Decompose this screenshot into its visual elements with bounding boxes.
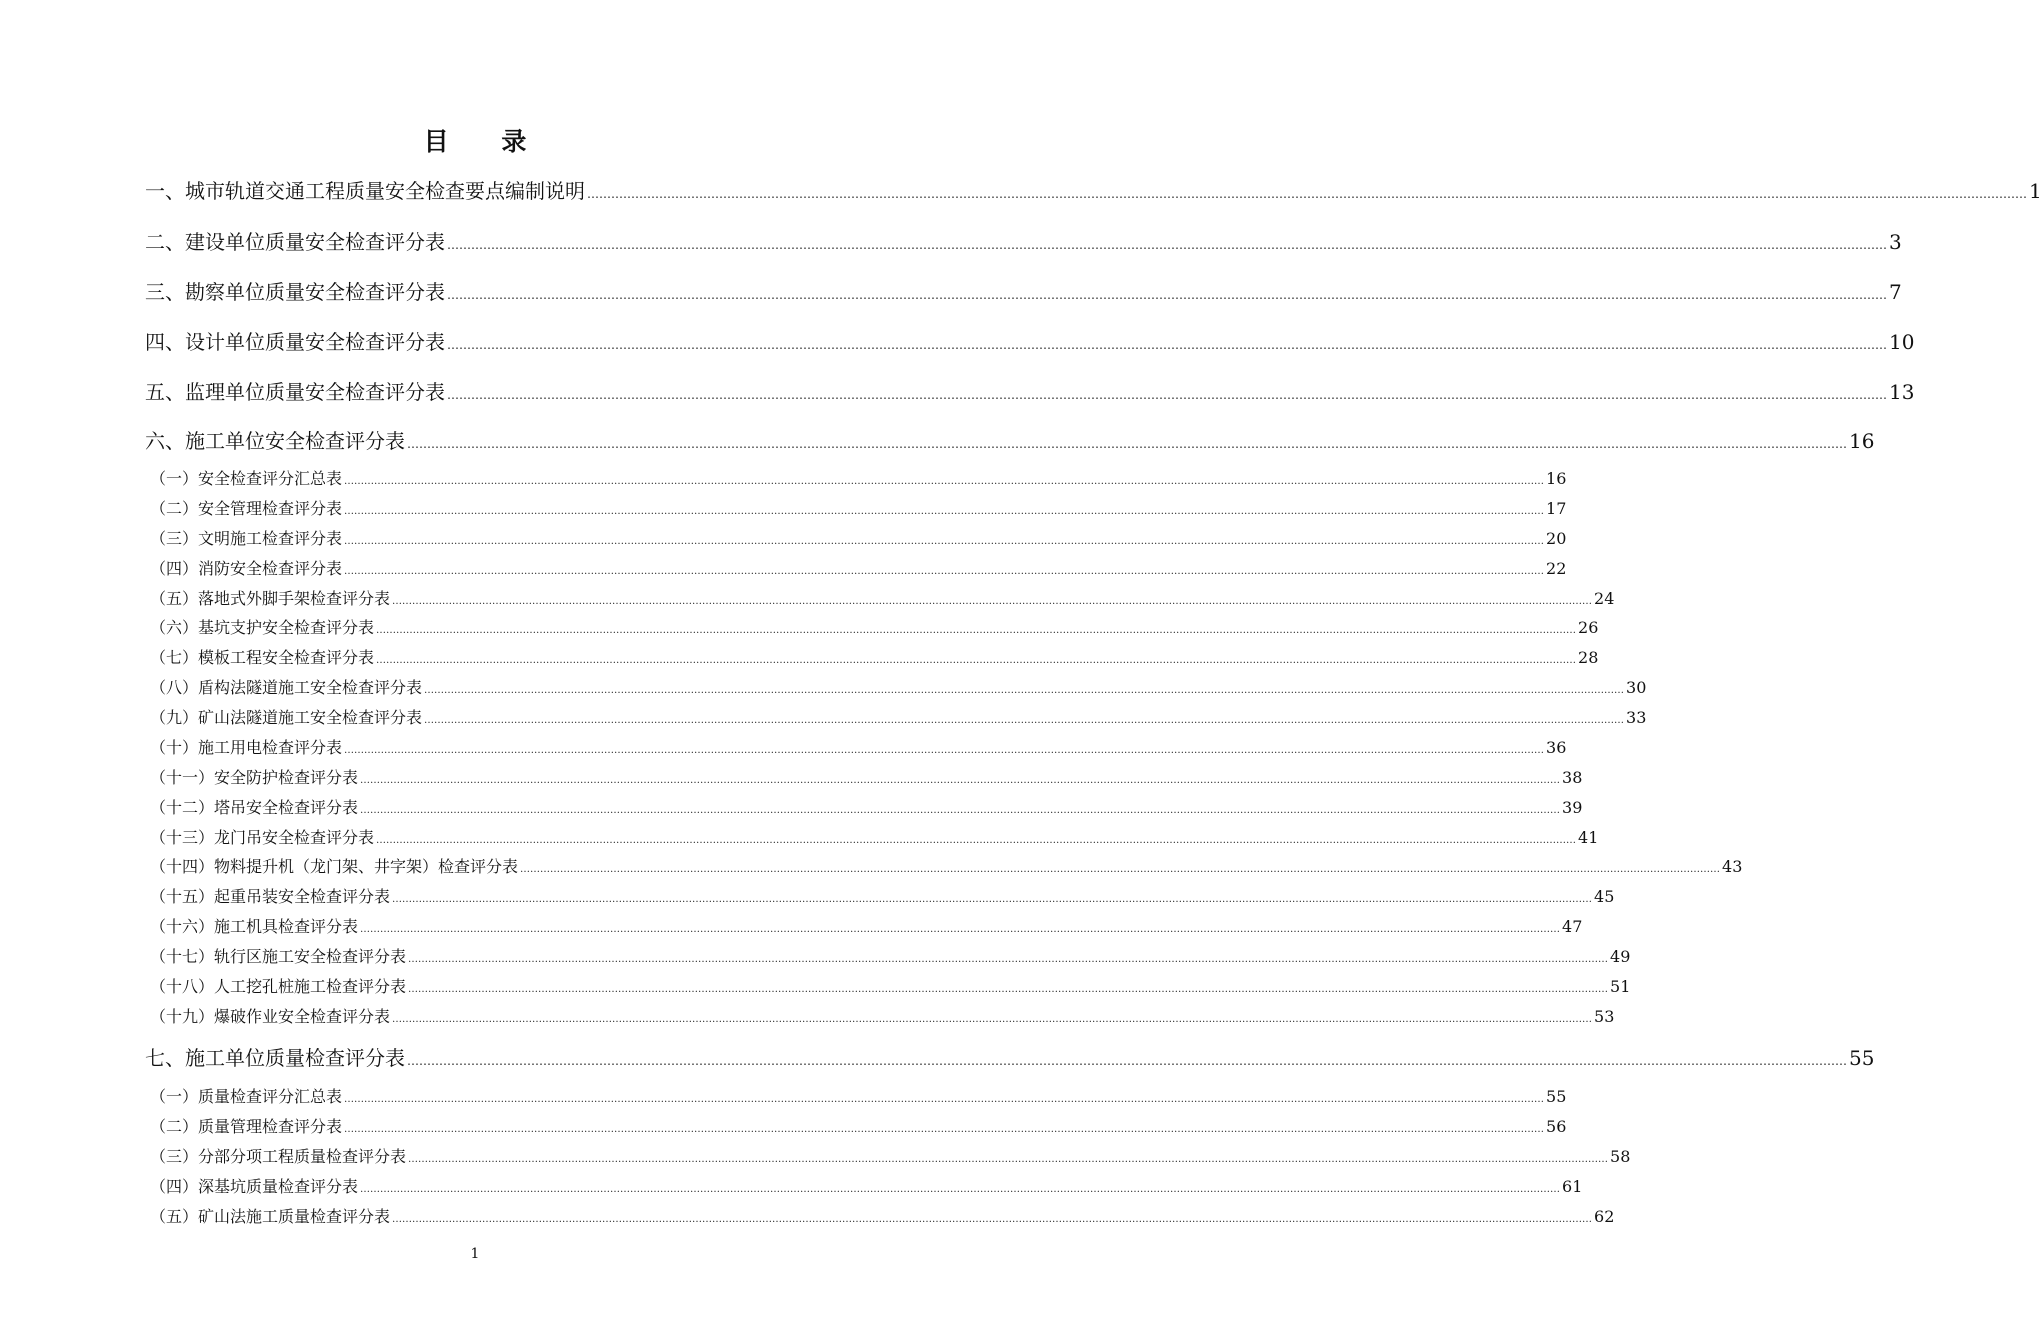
toc-dot-leader: ……………………………………………………………………………………………………………………………………………………………………………………………………………………………………………………………………………………………………………………………… xyxy=(376,625,1577,636)
toc-dot-leader: ……………………………………………………………………………………………………………………………………………………………………………………………………………………………………………………………………………………………………………………………… xyxy=(344,566,1545,577)
toc-entry-label: 七、施工单位质量检查评分表 xyxy=(145,1046,405,1070)
toc-dot-leader: ……………………………………………………………………………………………………………………………………………………………………………………………………………………………………………………………………………………………………………………………… xyxy=(587,187,2027,201)
toc-subsection-entry[interactable] xyxy=(150,974,1631,998)
toc-entry-label: （一）质量检查评分汇总表 xyxy=(150,1087,343,1106)
toc-entry-page-number: 36 xyxy=(1546,738,1567,757)
toc-subsection-entry[interactable] xyxy=(150,884,1615,908)
toc-entry-page-number: 56 xyxy=(1546,1117,1567,1136)
toc-entry-label: 二、建设单位质量安全检查评分表 xyxy=(145,230,445,254)
toc-entry-page-number: 1 xyxy=(2029,179,2042,203)
toc-section-entry[interactable] xyxy=(145,175,2042,203)
toc-dot-leader: ……………………………………………………………………………………………………………………………………………………………………………………………………………………………………………………………………………………………………………………………… xyxy=(344,745,1545,756)
toc-entry-page-number: 26 xyxy=(1578,618,1599,637)
toc-dot-leader: ……………………………………………………………………………………………………………………………………………………………………………………………………………………………………………………………………………………………………………………………… xyxy=(392,1014,1593,1025)
toc-entry-page-number: 53 xyxy=(1594,1007,1615,1026)
toc-entry-page-number: 10 xyxy=(1889,330,1915,354)
toc-entry-label: （一）安全检查评分汇总表 xyxy=(150,469,343,488)
toc-dot-leader: ……………………………………………………………………………………………………………………………………………………………………………………………………………………………………………………………………………………………………………………………… xyxy=(392,596,1593,607)
toc-subsection-entry[interactable] xyxy=(150,586,1615,610)
toc-entry-page-number: 13 xyxy=(1889,380,1915,404)
toc-dot-leader: ……………………………………………………………………………………………………………………………………………………………………………………………………………………………………………………………………………………………………………………………… xyxy=(360,924,1561,935)
toc-entry-page-number: 62 xyxy=(1594,1207,1615,1226)
toc-entry-page-number: 33 xyxy=(1626,708,1647,727)
toc-subsection-entry[interactable] xyxy=(150,765,1583,789)
toc-dot-leader: ……………………………………………………………………………………………………………………………………………………………………………………………………………………………………………………………………………………………………………………………… xyxy=(447,388,1887,402)
toc-entry-label: （十八）人工挖孔桩施工检查评分表 xyxy=(150,977,407,996)
toc-entry-page-number: 16 xyxy=(1546,469,1567,488)
toc-entry-page-number: 38 xyxy=(1562,768,1583,787)
toc-subsection-entry[interactable] xyxy=(150,795,1583,819)
toc-dot-leader: ……………………………………………………………………………………………………………………………………………………………………………………………………………………………………………………………………………………………………………………………… xyxy=(392,894,1593,905)
toc-entry-page-number: 45 xyxy=(1594,887,1615,906)
toc-entry-label: （十二）塔吊安全检查评分表 xyxy=(150,798,359,817)
toc-subsection-entry[interactable] xyxy=(150,1174,1583,1198)
toc-entry-label: （六）基坑支护安全检查评分表 xyxy=(150,618,375,637)
toc-entry-page-number: 58 xyxy=(1610,1147,1631,1166)
toc-subsection-entry[interactable] xyxy=(150,914,1583,938)
toc-section-entry[interactable] xyxy=(145,425,1875,453)
toc-entry-label: （十一）安全防护检查评分表 xyxy=(150,768,359,787)
toc-dot-leader: ……………………………………………………………………………………………………………………………………………………………………………………………………………………………………………………………………………………………………………………………… xyxy=(344,506,1545,517)
toc-entry-page-number: 17 xyxy=(1546,499,1567,518)
toc-subsection-entry[interactable] xyxy=(150,675,1647,699)
toc-subsection-entry[interactable] xyxy=(150,526,1567,550)
toc-entry-page-number: 55 xyxy=(1546,1087,1567,1106)
toc-dot-leader: ……………………………………………………………………………………………………………………………………………………………………………………………………………………………………………………………………………………………………………………………… xyxy=(344,536,1545,547)
page-number-footer: 1 xyxy=(470,1246,480,1262)
toc-subsection-entry[interactable] xyxy=(150,1204,1615,1228)
toc-section-entry[interactable] xyxy=(145,226,1902,254)
toc-entry-label: （十三）龙门吊安全检查评分表 xyxy=(150,828,375,847)
toc-entry-label: 一、城市轨道交通工程质量安全检查要点编制说明 xyxy=(145,179,585,203)
toc-subsection-entry[interactable] xyxy=(150,825,1599,849)
toc-entry-label: （七）模板工程安全检查评分表 xyxy=(150,648,375,667)
toc-entry-page-number: 51 xyxy=(1610,977,1631,996)
toc-entry-label: （十五）起重吊装安全检查评分表 xyxy=(150,887,391,906)
toc-entry-label: （二）质量管理检查评分表 xyxy=(150,1117,343,1136)
toc-entry-page-number: 3 xyxy=(1889,230,1902,254)
toc-entry-page-number: 7 xyxy=(1889,280,1902,304)
toc-dot-leader: ……………………………………………………………………………………………………………………………………………………………………………………………………………………………………………………………………………………………………………………………… xyxy=(424,715,1625,726)
toc-entry-page-number: 61 xyxy=(1562,1177,1583,1196)
toc-entry-label: （三）文明施工检查评分表 xyxy=(150,529,343,548)
toc-subsection-entry[interactable] xyxy=(150,1114,1567,1138)
toc-entry-label: （八）盾构法隧道施工安全检查评分表 xyxy=(150,678,423,697)
toc-entry-label: 四、设计单位质量安全检查评分表 xyxy=(145,330,445,354)
toc-dot-leader: ……………………………………………………………………………………………………………………………………………………………………………………………………………………………………………………………………………………………………………………………… xyxy=(407,437,1847,451)
toc-dot-leader: ……………………………………………………………………………………………………………………………………………………………………………………………………………………………………………………………………………………………………………………………… xyxy=(520,864,1721,875)
toc-entry-page-number: 30 xyxy=(1626,678,1647,697)
toc-subsection-entry[interactable] xyxy=(150,496,1567,520)
toc-entry-label: 六、施工单位安全检查评分表 xyxy=(145,429,405,453)
toc-entry-label: （九）矿山法隧道施工安全检查评分表 xyxy=(150,708,423,727)
toc-dot-leader: ……………………………………………………………………………………………………………………………………………………………………………………………………………………………………………………………………………………………………………………………… xyxy=(408,954,1609,965)
toc-entry-label: （十六）施工机具检查评分表 xyxy=(150,917,359,936)
toc-entry-label: （二）安全管理检查评分表 xyxy=(150,499,343,518)
toc-section-entry[interactable] xyxy=(145,1042,1875,1070)
toc-dot-leader: ……………………………………………………………………………………………………………………………………………………………………………………………………………………………………………………………………………………………………………………………… xyxy=(447,238,1887,252)
toc-subsection-entry[interactable] xyxy=(150,735,1567,759)
page-title: 目 录 xyxy=(423,127,549,156)
toc-subsection-entry[interactable] xyxy=(150,944,1631,968)
toc-dot-leader: ……………………………………………………………………………………………………………………………………………………………………………………………………………………………………………………………………………………………………………………………… xyxy=(424,685,1625,696)
toc-entry-page-number: 24 xyxy=(1594,589,1615,608)
toc-entry-label: （三）分部分项工程质量检查评分表 xyxy=(150,1147,407,1166)
toc-dot-leader: ……………………………………………………………………………………………………………………………………………………………………………………………………………………………………………………………………………………………………………………………… xyxy=(344,476,1545,487)
toc-dot-leader: ……………………………………………………………………………………………………………………………………………………………………………………………………………………………………………………………………………………………………………………………… xyxy=(360,1184,1561,1195)
toc-entry-page-number: 16 xyxy=(1849,429,1875,453)
toc-entry-label: （四）深基坑质量检查评分表 xyxy=(150,1177,359,1196)
toc-entry-label: （十）施工用电检查评分表 xyxy=(150,738,343,757)
toc-dot-leader: ……………………………………………………………………………………………………………………………………………………………………………………………………………………………………………………………………………………………………………………………… xyxy=(344,1124,1545,1135)
toc-entry-label: （十七）轨行区施工安全检查评分表 xyxy=(150,947,407,966)
toc-subsection-entry[interactable] xyxy=(150,1004,1615,1028)
toc-entry-page-number: 49 xyxy=(1610,947,1631,966)
toc-entry-page-number: 43 xyxy=(1722,857,1743,876)
toc-dot-leader: ……………………………………………………………………………………………………………………………………………………………………………………………………………………………………………………………………………………………………………………………… xyxy=(360,805,1561,816)
toc-section-entry[interactable] xyxy=(145,276,1902,304)
toc-entry-label: 三、勘察单位质量安全检查评分表 xyxy=(145,280,445,304)
toc-dot-leader: ……………………………………………………………………………………………………………………………………………………………………………………………………………………………………………………………………………………………………………………………… xyxy=(392,1214,1593,1225)
toc-subsection-entry[interactable] xyxy=(150,1084,1567,1108)
toc-section-entry[interactable] xyxy=(145,326,1915,354)
toc-subsection-entry[interactable] xyxy=(150,466,1567,490)
toc-entry-page-number: 20 xyxy=(1546,529,1567,548)
toc-entry-label: （五）矿山法施工质量检查评分表 xyxy=(150,1207,391,1226)
toc-dot-leader: ……………………………………………………………………………………………………………………………………………………………………………………………………………………………………………………………………………………………………………………………… xyxy=(408,1154,1609,1165)
toc-section-entry[interactable] xyxy=(145,376,1915,404)
toc-entry-page-number: 47 xyxy=(1562,917,1583,936)
toc-entry-page-number: 22 xyxy=(1546,559,1567,578)
toc-entry-label: （四）消防安全检查评分表 xyxy=(150,559,343,578)
toc-entry-label: （五）落地式外脚手架检查评分表 xyxy=(150,589,391,608)
toc-subsection-entry[interactable] xyxy=(150,645,1599,669)
toc-subsection-entry[interactable] xyxy=(150,854,1743,878)
toc-dot-leader: ……………………………………………………………………………………………………………………………………………………………………………………………………………………………………………………………………………………………………………………………… xyxy=(447,288,1887,302)
toc-subsection-entry[interactable] xyxy=(150,556,1567,580)
toc-subsection-entry[interactable] xyxy=(150,615,1599,639)
toc-dot-leader: ……………………………………………………………………………………………………………………………………………………………………………………………………………………………………………………………………………………………………………………………… xyxy=(376,835,1577,846)
toc-entry-page-number: 41 xyxy=(1578,828,1599,847)
toc-dot-leader: ……………………………………………………………………………………………………………………………………………………………………………………………………………………………………………………………………………………………………………………………… xyxy=(447,338,1887,352)
toc-dot-leader: ……………………………………………………………………………………………………………………………………………………………………………………………………………………………………………………………………………………………………………………………… xyxy=(407,1054,1847,1068)
toc-dot-leader: ……………………………………………………………………………………………………………………………………………………………………………………………………………………………………………………………………………………………………………………………… xyxy=(408,984,1609,995)
toc-dot-leader: ……………………………………………………………………………………………………………………………………………………………………………………………………………………………………………………………………………………………………………………………… xyxy=(376,655,1577,666)
toc-entry-label: （十四）物料提升机（龙门架、井字架）检查评分表 xyxy=(150,857,519,876)
toc-entry-page-number: 55 xyxy=(1849,1046,1875,1070)
toc-subsection-entry[interactable] xyxy=(150,1144,1631,1168)
toc-subsection-entry[interactable] xyxy=(150,705,1647,729)
toc-entry-label: 五、监理单位质量安全检查评分表 xyxy=(145,380,445,404)
toc-entry-page-number: 28 xyxy=(1578,648,1599,667)
toc-entry-label: （十九）爆破作业安全检查评分表 xyxy=(150,1007,391,1026)
toc-dot-leader: ……………………………………………………………………………………………………………………………………………………………………………………………………………………………………………………………………………………………………………………………… xyxy=(360,775,1561,786)
toc-entry-page-number: 39 xyxy=(1562,798,1583,817)
toc-dot-leader: ……………………………………………………………………………………………………………………………………………………………………………………………………………………………………………………………………………………………………………………………… xyxy=(344,1094,1545,1105)
